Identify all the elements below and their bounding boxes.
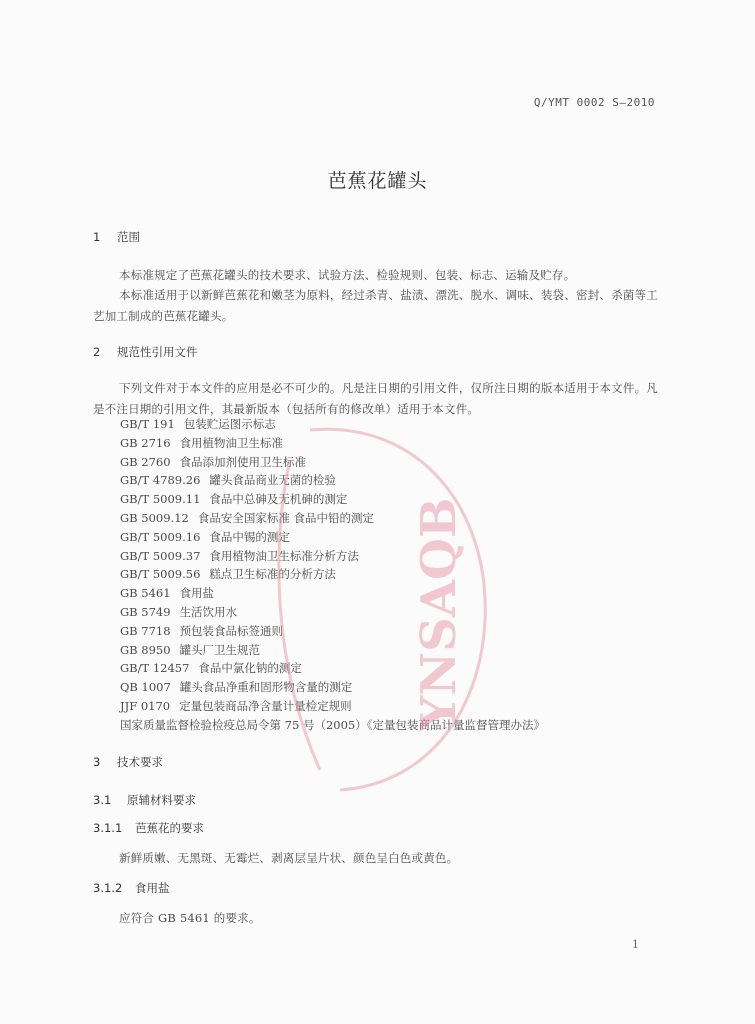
section-heading-3 <box>93 754 163 770</box>
reference-code: GB 2716 <box>120 435 171 450</box>
reference-title: 罐头食品商业无菌的检验 <box>209 473 336 488</box>
reference-title: 食品中锡的测定 <box>209 529 290 544</box>
section-title: 规范性引用文件 <box>117 345 198 359</box>
section-heading-3-1-2 <box>93 880 170 896</box>
page-title: 芭蕉花罐头 <box>327 170 428 192</box>
reference-item <box>120 641 545 660</box>
reference-item <box>120 659 545 678</box>
reference-code: GB 5461 <box>120 586 171 601</box>
reference-title: 食品中氯化钠的测定 <box>198 661 302 676</box>
scope-paragraph-1: 本标准规定了芭蕉花罐头的技术要求、试验方法、检验规则、包装、标志、运输及贮存。 <box>119 268 576 282</box>
reference-title: 罐头食品净重和固形物含量的测定 <box>179 680 353 695</box>
reference-item <box>120 509 545 528</box>
reference-title: 食品添加剂使用卫生标准 <box>179 454 307 469</box>
reference-item <box>120 453 545 472</box>
reference-item <box>120 565 545 584</box>
section-heading-3-1 <box>93 792 196 808</box>
section-title: 技术要求 <box>117 755 163 769</box>
reference-title: 食用植物油卫生标准分析方法 <box>209 548 359 563</box>
reference-title: 罐头厂卫生规范 <box>179 642 261 657</box>
section-number: 1 <box>93 230 101 244</box>
scope-paragraph-2: 本标准适用于以新鲜芭蕉花和嫩茎为原料，经过杀青、盐渍、漂洗、脱水、调味、装袋、密封、杀菌等工艺加工制成的芭蕉花罐头。 <box>93 288 658 323</box>
reference-code: GB 5009.12 <box>120 510 189 525</box>
section-number: 2 <box>93 345 101 359</box>
section-number: 3.1 <box>93 793 112 807</box>
reference-code: GB/T 12457 <box>120 661 190 676</box>
reference-title: 预包装食品标签通则 <box>179 623 284 638</box>
reference-title: 包装贮运图示标志 <box>183 417 276 431</box>
reference-code: GB/T 191 <box>120 417 175 431</box>
reference-title: 食用盐 <box>179 586 215 601</box>
reference-code: GB/T 5009.16 <box>120 529 201 544</box>
reference-code: GB/T 4789.26 <box>120 473 201 488</box>
banana-flower-requirement: 新鲜质嫩、无黑斑、无霉烂、剥离层呈片状、颜色呈白色或黄色。 <box>119 851 459 865</box>
reference-item <box>120 603 545 622</box>
reference-code: GB/T 5009.56 <box>120 567 201 582</box>
reference-item <box>120 697 545 716</box>
reference-item <box>120 415 545 434</box>
reference-code: JJF 0170 <box>120 698 171 713</box>
section-title: 范围 <box>117 230 140 244</box>
salt-requirement: 应符合 GB 5461 的要求。 <box>119 911 261 925</box>
reference-title: 食品中总砷及无机砷的测定 <box>209 492 348 507</box>
reference-code: GB 8950 <box>120 642 171 657</box>
stamp-text: YNSAQB <box>411 497 467 730</box>
reference-title: 定量包装商品净含量计量检定规则 <box>179 698 352 713</box>
reference-item <box>120 584 545 603</box>
reference-item <box>120 547 545 566</box>
reference-title: 国家质量监督检验检疫总局令第 75 号（2005）《定量包装商品计量监督管理办法》 <box>120 717 545 732</box>
reference-code: GB/T 5009.37 <box>120 548 201 563</box>
reference-item <box>120 434 545 453</box>
document-code: Q/YMT 0002 S—2010 <box>533 96 655 109</box>
reference-item <box>120 528 545 547</box>
reference-code: GB 5749 <box>120 604 171 619</box>
reference-item <box>120 490 545 509</box>
reference-item <box>120 622 545 641</box>
reference-code: GB 7718 <box>120 623 171 638</box>
reference-list <box>120 415 545 735</box>
reference-item <box>120 678 545 697</box>
section-number: 3.1.1 <box>93 821 123 835</box>
reference-code: QB 1007 <box>120 680 171 695</box>
section-heading-3-1-1 <box>93 820 204 836</box>
reference-item <box>120 716 545 735</box>
reference-code: GB/T 5009.11 <box>120 492 201 507</box>
section-title: 原辅材料要求 <box>127 793 196 807</box>
reference-title: 糕点卫生标准的分析方法 <box>209 567 336 582</box>
section-heading-1 <box>93 229 140 245</box>
reference-item <box>120 471 545 490</box>
section-number: 3.1.2 <box>93 881 123 895</box>
reference-title: 食用植物油卫生标准 <box>179 435 284 450</box>
section-number: 3 <box>93 755 101 769</box>
reference-title: 生活饮用水 <box>179 604 238 619</box>
section-title: 食用盐 <box>135 881 170 895</box>
section-heading-2 <box>93 344 198 360</box>
reference-code: GB 2760 <box>120 454 171 469</box>
section-title: 芭蕉花的要求 <box>135 821 204 835</box>
reference-title: 食品安全国家标准 食品中铅的测定 <box>197 510 375 525</box>
references-intro: 下列文件对于本文件的应用是必不可少的。凡是注日期的引用文件，仅所注日期的版本适用于本文件。凡是不注日期的引用文件，其最新版本（包括所有的修改单）适用于本文件。 <box>93 381 658 416</box>
page-number: 1 <box>632 938 639 951</box>
